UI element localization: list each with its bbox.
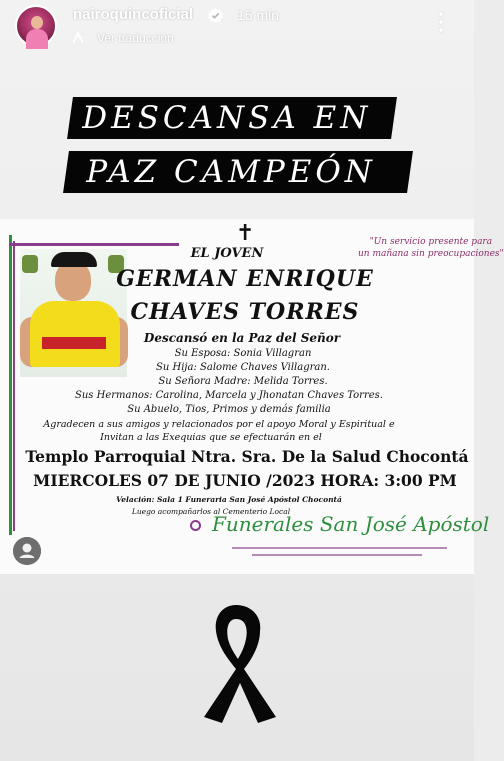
church-name: Templo Parroquial Ntra. Sra. De la Salud Chocontá [25,447,469,466]
mourning-ribbon-icon [192,597,282,725]
mother-text: Su Señora Madre: Melida Torres. [158,376,328,387]
banner-text-1: DESCANSA EN [82,100,372,136]
cemetery-text: Luego acompañarlos al Cementerio Local [131,507,291,516]
banner-line-1 [67,97,397,139]
translate-label: Ver traducción [97,31,174,45]
el-joven-label: EL JOVEN [190,246,264,261]
rest-in-peace-text: Descansó en la Paz del Señor [143,331,341,345]
avatar-face [31,16,43,29]
deceased-name-line-1: GERMAN ENRIQUE [116,266,374,292]
wife-text: Su Esposa: Sonia Villagran [174,348,312,359]
deceased-name-line-2: CHAVES TORRES [130,299,360,325]
contact-info-fineprint [232,546,452,560]
banner-text-2: PAZ CAMPEÓN [86,154,376,190]
cross-icon: ✝ [236,221,255,246]
verified-badge-icon [207,7,224,24]
funeral-home-name: Funerales San José Apóstol [212,512,490,536]
story-header [0,0,474,55]
translate-icon [73,32,87,44]
family-text: Su Abuelo, Tios, Primos y demás familia [127,404,331,415]
wake-text: Velación: Sala 1 Funeraria San José Apóstol Chocontá [116,495,342,504]
date-time: MIERCOLES 07 DE JUNIO /2023 HORA: 3:00 PM [33,471,457,490]
obituary-card [0,219,504,574]
profile-icon[interactable] [13,537,41,565]
funeral-home-logo-icon [190,520,201,531]
daughter-text: Su Hija: Salome Chaves Villagran. [156,362,330,373]
avatar[interactable] [15,5,57,47]
slogan-line-1: "Un servicio presente para [369,237,493,247]
translate-button[interactable] [73,31,174,45]
invitation-text: Invitan a las Exequias que se efectuarán en el [100,432,322,443]
thanks-text: Agradecen a sus amigos y relacionados por el apoyo Moral y Espiritual e [43,419,395,430]
username[interactable]: nairoquincoficial [73,6,194,23]
slogan-line-2: un mañana sin preocupaciones" [358,249,504,259]
more-options-icon[interactable] [437,12,445,38]
timestamp: 15 min [237,7,280,23]
avatar-body [26,29,48,49]
siblings-text: Sus Hermanos: Carolina, Marcela y Jhonatan Chaves Torres. [75,390,383,401]
banner-line-2 [63,151,413,193]
